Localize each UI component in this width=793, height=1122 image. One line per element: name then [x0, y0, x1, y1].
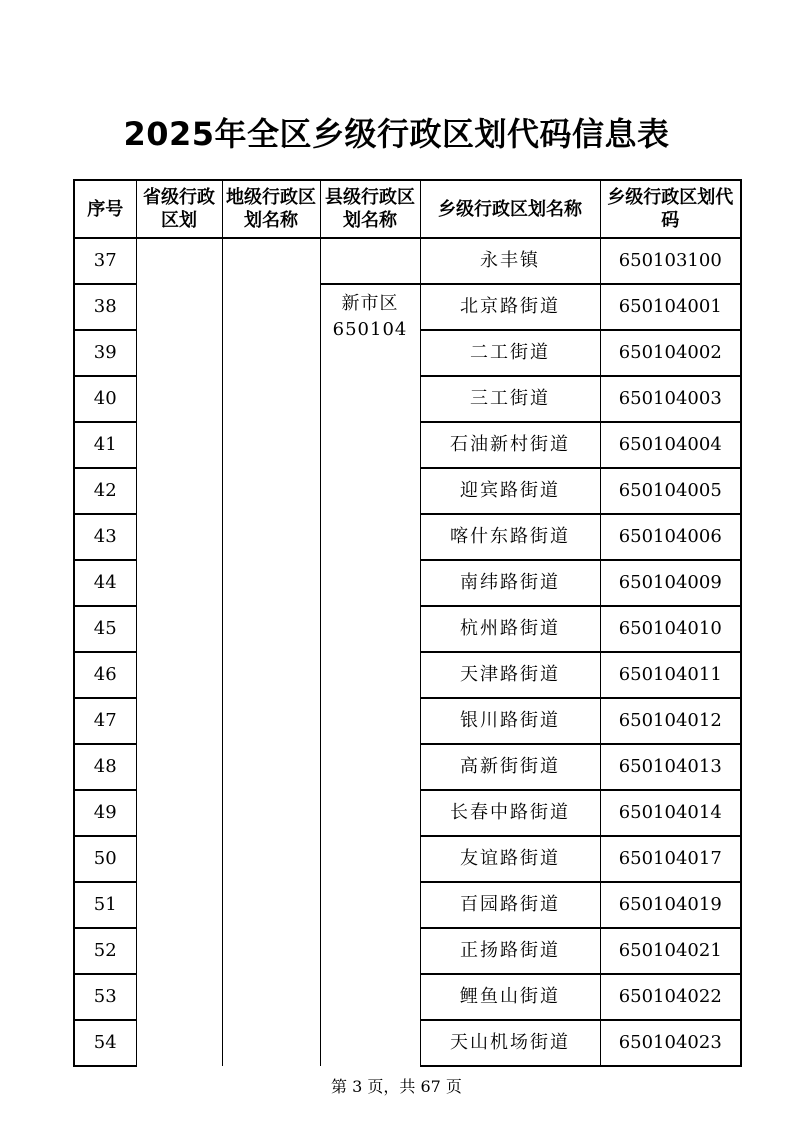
row-township-code: 650104012 [600, 698, 741, 744]
row-township-name: 长春中路街道 [420, 790, 600, 836]
row-township-name: 南纬路街道 [420, 560, 600, 606]
header-prefecture: 地级行政区划名称 [222, 180, 320, 238]
row-township-code: 650104014 [600, 790, 741, 836]
province-cell [136, 238, 222, 1066]
row-township-name: 迎宾路街道 [420, 468, 600, 514]
division-code-table [73, 179, 742, 1067]
row-seq: 53 [74, 974, 136, 1020]
row-township-name: 高新街街道 [420, 744, 600, 790]
table-row [74, 238, 741, 284]
row-seq: 50 [74, 836, 136, 882]
row-township-name: 友谊路街道 [420, 836, 600, 882]
table-header-row [74, 180, 741, 238]
row-seq: 54 [74, 1020, 136, 1066]
row-seq: 52 [74, 928, 136, 974]
row-township-name: 北京路街道 [420, 284, 600, 330]
row-township-code: 650104011 [600, 652, 741, 698]
row-township-code: 650104009 [600, 560, 741, 606]
county-code: 650104 [332, 319, 408, 340]
row-township-code: 650104021 [600, 928, 741, 974]
row-township-code: 650104001 [600, 284, 741, 330]
row-township-name: 石油新村街道 [420, 422, 600, 468]
row-township-name: 喀什东路街道 [420, 514, 600, 560]
row-township-name: 杭州路街道 [420, 606, 600, 652]
row-township-code: 650104005 [600, 468, 741, 514]
row-township-name: 百园路街道 [420, 882, 600, 928]
row-seq: 41 [74, 422, 136, 468]
county-cell [320, 284, 420, 1066]
row-township-code: 650104002 [600, 330, 741, 376]
row-seq: 39 [74, 330, 136, 376]
row-township-code: 650103100 [600, 238, 741, 284]
header-township: 乡级行政区划名称 [420, 180, 600, 238]
row-seq: 38 [74, 284, 136, 330]
page-footer: 第 3 页，共 67 页 [331, 1077, 462, 1096]
row-township-code: 650104006 [600, 514, 741, 560]
row-township-code: 650104023 [600, 1020, 741, 1066]
county-name: 新市区 [341, 293, 399, 314]
header-code: 乡级行政区划代码 [600, 180, 741, 238]
row-township-name: 天山机场街道 [420, 1020, 600, 1066]
row-township-name: 天津路街道 [420, 652, 600, 698]
row-township-name: 三工街道 [420, 376, 600, 422]
row-township-code: 650104022 [600, 974, 741, 1020]
row-seq: 46 [74, 652, 136, 698]
row-seq: 49 [74, 790, 136, 836]
row-township-code: 650104017 [600, 836, 741, 882]
row-seq: 43 [74, 514, 136, 560]
row-township-name: 二工街道 [420, 330, 600, 376]
row-seq: 44 [74, 560, 136, 606]
row-township-name: 鲤鱼山街道 [420, 974, 600, 1020]
header-seq: 序号 [74, 180, 136, 238]
row-township-code: 650104013 [600, 744, 741, 790]
row-seq: 40 [74, 376, 136, 422]
row-seq: 51 [74, 882, 136, 928]
header-province: 省级行政区划 [136, 180, 222, 238]
row-township-code: 650104010 [600, 606, 741, 652]
row-seq: 47 [74, 698, 136, 744]
page-title: 2025年全区乡级行政区划代码信息表 [123, 115, 670, 153]
county-cell-empty [320, 238, 420, 284]
table-body [74, 238, 741, 1066]
row-township-name: 正扬路街道 [420, 928, 600, 974]
row-township-code: 650104003 [600, 376, 741, 422]
row-township-name: 永丰镇 [420, 238, 600, 284]
header-county: 县级行政区划名称 [320, 180, 420, 238]
row-seq: 37 [74, 238, 136, 284]
prefecture-cell [222, 238, 320, 1066]
row-seq: 42 [74, 468, 136, 514]
row-township-code: 650104004 [600, 422, 741, 468]
row-seq: 48 [74, 744, 136, 790]
row-township-name: 银川路街道 [420, 698, 600, 744]
row-seq: 45 [74, 606, 136, 652]
row-township-code: 650104019 [600, 882, 741, 928]
